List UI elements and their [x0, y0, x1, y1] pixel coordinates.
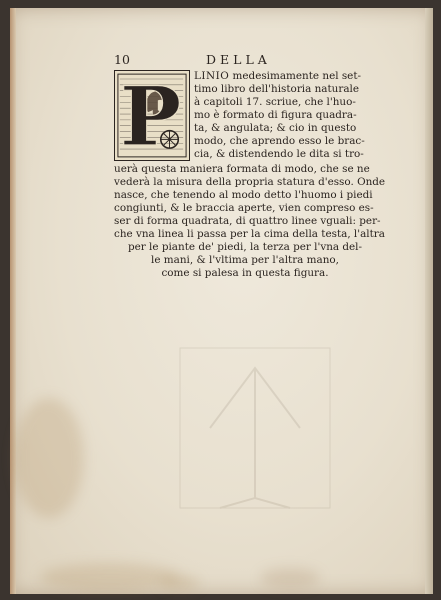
text-line: congiunti, & le braccia aperte, vien compreso es- — [114, 202, 374, 214]
text-line: timo libro dell'historia naturale — [194, 83, 359, 95]
text-block — [114, 52, 386, 279]
text-line: ser di forma quadrata, di quattro linee vguali: per- — [114, 215, 381, 227]
decorated-initial — [114, 70, 190, 161]
paper-stain — [260, 568, 320, 588]
first-word: LINIO — [194, 70, 230, 82]
text-line: nasce, che tenendo al modo detto l'huomo i piedi — [114, 189, 373, 201]
line-text: medesimamente nel set- — [232, 70, 362, 82]
page-header — [114, 52, 376, 72]
text-line: ta, & angulata; & cio in questo — [194, 122, 357, 134]
book-page — [10, 8, 433, 594]
text-line: cia, & distendendo le dita si tro- — [194, 148, 364, 160]
page-binding-edge — [10, 8, 16, 594]
text-line: vederà la misura della propria statura d'esso. Onde — [114, 176, 386, 188]
text-line: à capitoli 17. scriue, che l'huo- — [194, 96, 356, 108]
text-line: per le piante de' piedi, la terza per l'vna del- — [127, 241, 363, 253]
decorated-initial-art — [115, 71, 189, 160]
page-number: 10 — [114, 52, 130, 67]
running-head: DELLA — [206, 52, 271, 67]
text-line: che vna linea li passa per la cima della testa, l'altra — [114, 228, 385, 240]
decorated-initial-letter: P — [119, 71, 182, 160]
page-fore-edge — [425, 8, 433, 594]
show-through-figure — [160, 308, 340, 538]
text-line: mo è formato di figura quadra- — [194, 109, 357, 121]
text-line: come si palesa in questa figura. — [161, 267, 329, 279]
text-line: modo, che aprendo esso le brac- — [194, 135, 365, 147]
text-line: le mani, & l'vltima per l'altra mano, — [151, 254, 339, 266]
text-line: uerà questa maniera formata di modo, che se ne — [114, 163, 370, 175]
text-line — [194, 70, 376, 83]
paper-stain — [160, 576, 200, 590]
paper-stain — [40, 563, 180, 591]
paper-stain — [14, 398, 84, 518]
